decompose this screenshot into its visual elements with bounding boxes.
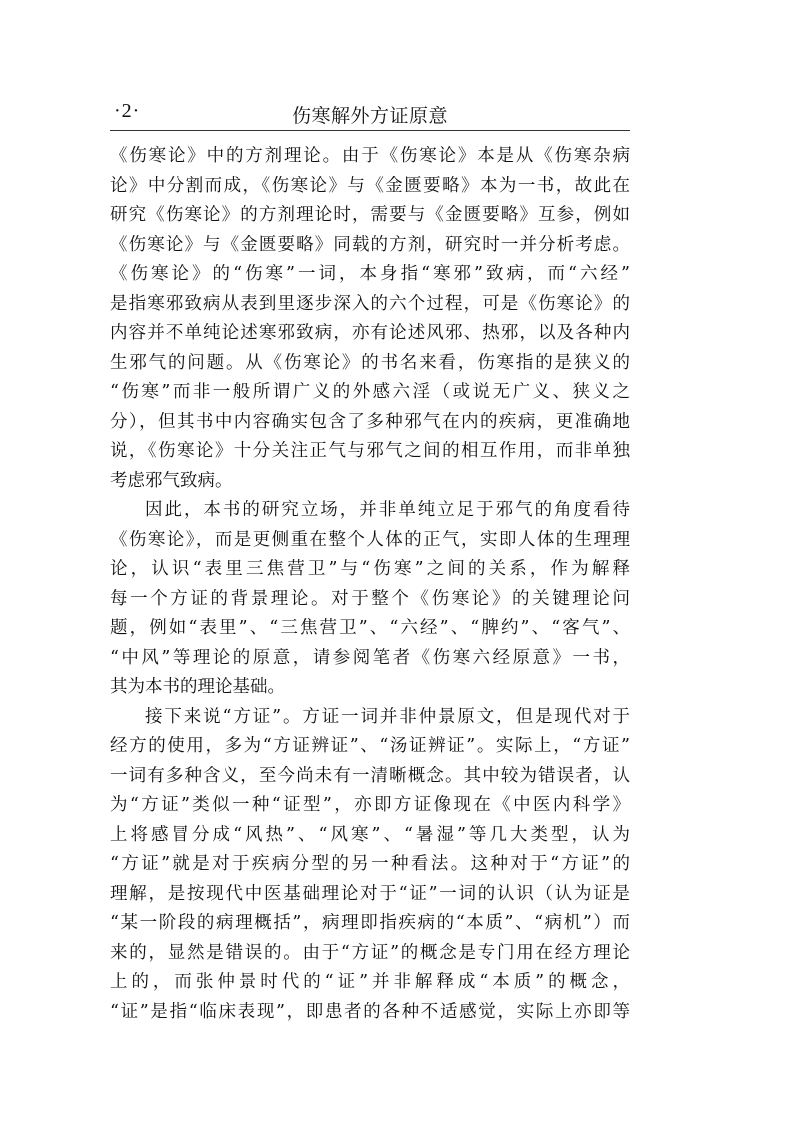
text-line: 论》中分割而成，《伤寒论》与《金匮要略》本为一书，故此在 — [110, 175, 630, 196]
text-line: 《伤寒论》，而是更侧重在整个人体的正气，实即人体的生理理 — [110, 529, 630, 550]
page-header — [110, 96, 630, 131]
paragraph — [110, 703, 630, 1028]
paragraph — [110, 496, 630, 703]
text-line: 内容并不单纯论述寒邪致病，亦有论述风邪、热邪，以及各种内 — [110, 323, 630, 343]
text-line: 研究《伤寒论》的方剂理论时，需要与《金匮要略》互参，例如 — [110, 205, 630, 225]
text-line: 分），但其书中内容确实包含了多种邪气在内的疾病，更准确地 — [110, 411, 630, 432]
text-line: 上的，而张仲景时代的“证”并非解释成“本质”的概念， — [110, 972, 630, 992]
text-line: 接下来说“方证”。方证一词并非仲景原文，但是现代对于 — [145, 706, 630, 727]
page-number: ·2· — [114, 100, 141, 122]
text-line: 理解，是按现代中医基础理论对于“证”一词的认识（认为证是 — [110, 883, 630, 904]
text-line: “伤寒”而非一般所谓广义的外感六淫（或说无广义、狭义之 — [110, 382, 630, 402]
text-line: 题，例如“表里”、“三焦营卫”、“六经”、“脾约”、“客气”、 — [110, 618, 630, 638]
text-line: “证”是指“临床表现”，即患者的各种不适感觉，实际上亦即等 — [110, 1001, 630, 1022]
text-line: 论，认识“表里三焦营卫”与“伤寒”之间的关系，作为解释 — [110, 559, 630, 579]
text-line: “方证”就是对于疾病分型的另一种看法。这种对于“方证”的 — [110, 854, 630, 874]
text-line: 每一个方证的背景理论。对于整个《伤寒论》的关键理论问 — [110, 588, 630, 609]
running-title: 伤寒解外方证原意 — [291, 105, 448, 127]
text-line: 一词有多种含义，至今尚未有一清晰概念。其中较为错误者，认 — [110, 765, 630, 786]
text-line: 《伤寒论》的“伤寒”一词，本身指“寒邪”致病，而“六经” — [110, 264, 630, 284]
text-line: 上将感冒分成“风热”、“风寒”、“暑湿”等几大类型，认为 — [110, 824, 630, 845]
text-line: 经方的使用，多为“方证辨证”、“汤证辨证”。实际上，“方证” — [110, 736, 630, 756]
text-line: 《伤寒论》与《金匮要略》同载的方剂，研究时一并分析考虑。 — [110, 234, 630, 255]
text-line: “中风”等理论的原意，请参阅笔者《伤寒六经原意》一书， — [110, 647, 630, 668]
text-line: 为“方证”类似一种“证型”，亦即方证像现在《中医内科学》 — [110, 795, 630, 815]
paragraph — [110, 142, 630, 496]
text-line: 《伤寒论》中的方剂理论。由于《伤寒论》本是从《伤寒杂病 — [110, 146, 630, 166]
text-line: 来的，显然是错误的。由于“方证”的概念是专门用在经方理论 — [110, 942, 630, 963]
body-text — [110, 142, 630, 1027]
text-line: 生邪气的问题。从《伤寒论》的书名来看，伤寒指的是狭义的 — [110, 352, 630, 373]
text-line: “某一阶段的病理概括”，病理即指疾病的“本质”、“病机”）而 — [110, 913, 630, 933]
text-line: 其为本书的理论基础。 — [110, 677, 285, 697]
text-line: 说，《伤寒论》十分关注正气与邪气之间的相互作用，而非单独 — [110, 441, 630, 461]
text-line: 是指寒邪致病从表到里逐步深入的六个过程，可是《伤寒论》的 — [110, 293, 630, 314]
text-line: 因此，本书的研究立场，并非单纯立足于邪气的角度看待 — [145, 500, 630, 520]
text-line: 考虑邪气致病。 — [110, 470, 233, 491]
